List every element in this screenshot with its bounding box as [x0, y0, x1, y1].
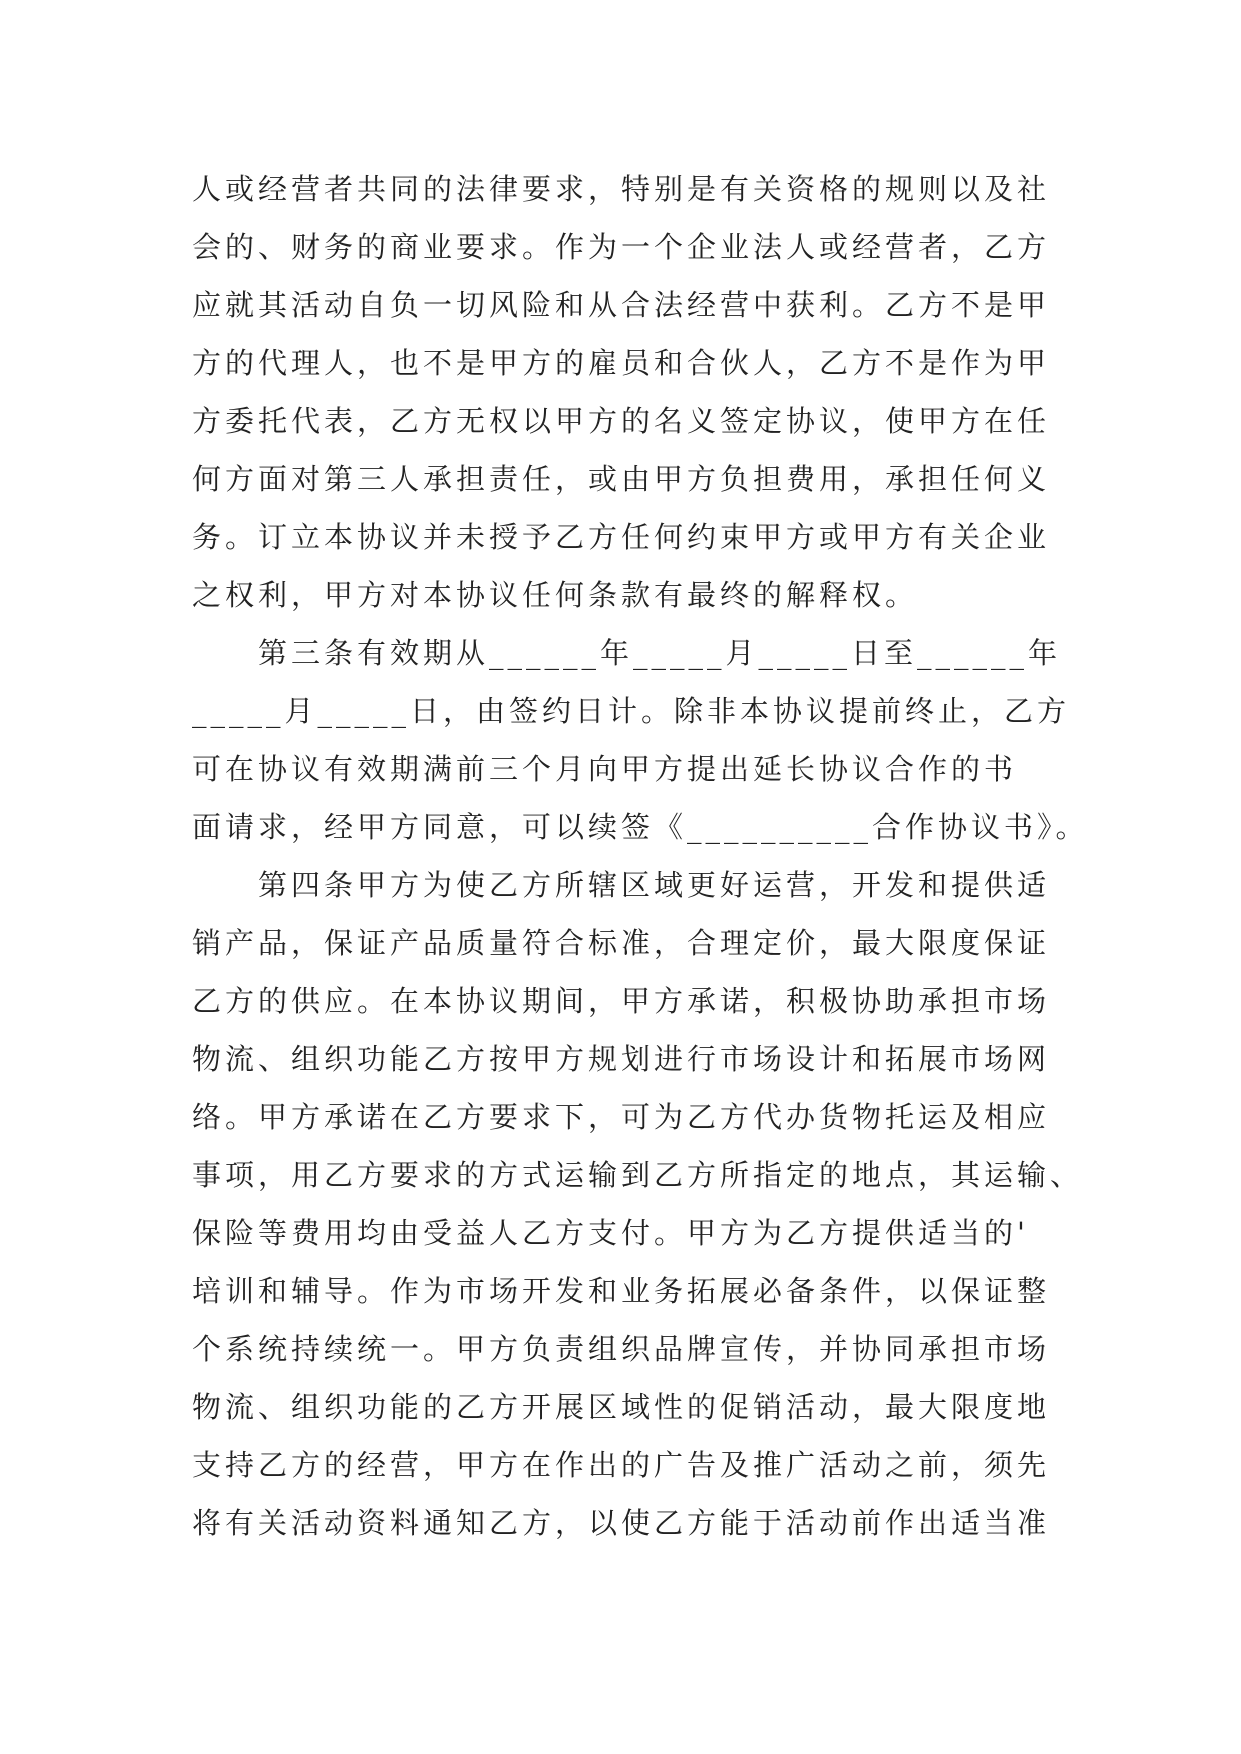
- text-line: 何方面对第三人承担责任，或由甲方负担费用，承担任何义: [192, 462, 1051, 496]
- text-line: 将有关活动资料通知乙方，以使乙方能于活动前作出适当准: [192, 1506, 1051, 1540]
- text-line: 支持乙方的经营，甲方在作出的广告及推广活动之前，须先: [192, 1448, 1051, 1482]
- text-line: 乙方的供应。在本协议期间，甲方承诺，积极协助承担市场: [192, 984, 1051, 1018]
- text-line: 保险等费用均由受益人乙方支付。甲方为乙方提供适当的': [192, 1216, 1029, 1250]
- text-line: 方委托代表，乙方无权以甲方的名义签定协议，使甲方在任: [192, 404, 1051, 438]
- text-line: 人或经营者共同的法律要求，特别是有关资格的规则以及社: [192, 172, 1051, 206]
- text-line: 物流、组织功能乙方按甲方规划进行市场设计和拓展市场网: [192, 1042, 1051, 1076]
- article-4-heading-line: 第四条甲方为使乙方所辖区域更好运营，开发和提供适: [258, 868, 1051, 902]
- text-line: 可在协议有效期满前三个月向甲方提出延长协议合作的书: [192, 752, 1018, 786]
- text-line: 络。甲方承诺在乙方要求下，可为乙方代办货物托运及相应: [192, 1100, 1051, 1134]
- text-line: 物流、组织功能的乙方开展区域性的促销活动，最大限度地: [192, 1390, 1051, 1424]
- text-line: 面请求，经甲方同意，可以续签《__________合作协议书》。: [192, 810, 1089, 844]
- text-line: _____月_____日，由签约日计。除非本协议提前终止，乙方: [192, 694, 1071, 728]
- article-3-heading-line: 第三条有效期从______年_____月_____日至______年: [258, 636, 1062, 670]
- text-line: 应就其活动自负一切风险和从合法经营中获利。乙方不是甲: [192, 288, 1051, 322]
- text-line: 方的代理人，也不是甲方的雇员和合伙人，乙方不是作为甲: [192, 346, 1051, 380]
- text-line: 务。订立本协议并未授予乙方任何约束甲方或甲方有关企业: [192, 520, 1051, 554]
- text-line: 之权利，甲方对本协议任何条款有最终的解释权。: [192, 578, 919, 612]
- text-line: 销产品，保证产品质量符合标准，合理定价，最大限度保证: [192, 926, 1051, 960]
- text-line: 培训和辅导。作为市场开发和业务拓展必备条件，以保证整: [192, 1274, 1051, 1308]
- text-line: 会的、财务的商业要求。作为一个企业法人或经营者，乙方: [192, 230, 1051, 264]
- text-line: 个系统持续统一。甲方负责组织品牌宣传，并协同承担市场: [192, 1332, 1051, 1366]
- contract-body-text: [192, 160, 1089, 1552]
- text-line: 事项，用乙方要求的方式运输到乙方所指定的地点，其运输、: [192, 1158, 1084, 1192]
